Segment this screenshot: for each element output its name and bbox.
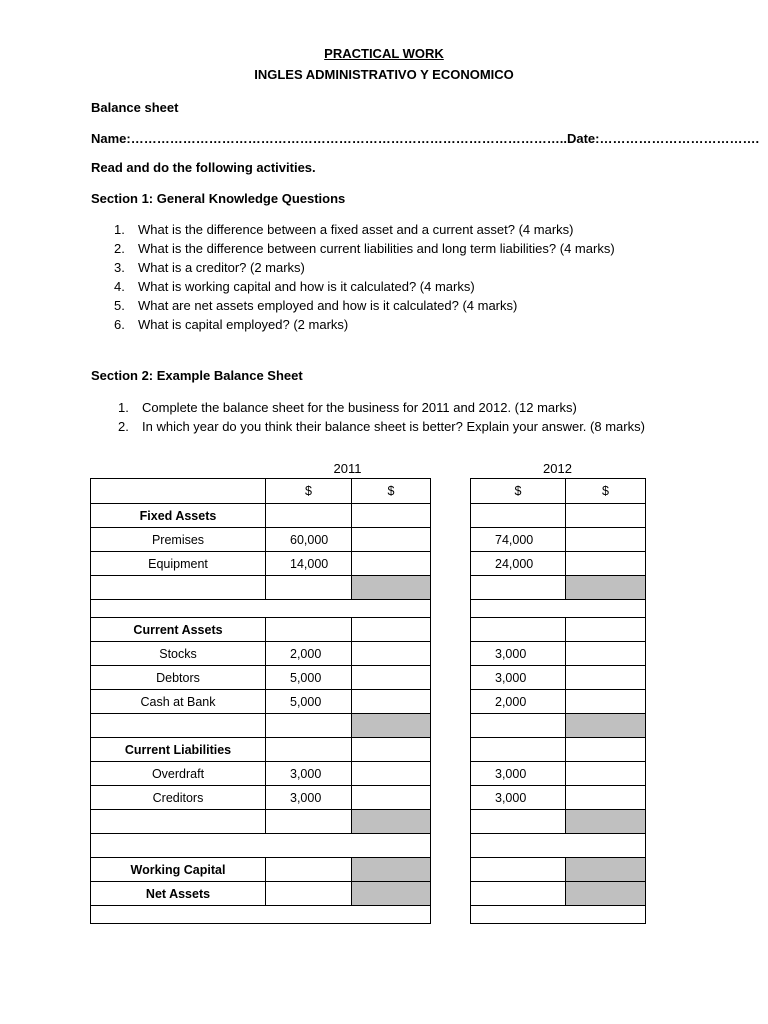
table-cell[interactable] [91,479,266,504]
answer-cell[interactable] [352,642,431,666]
section2-task-list [118,398,645,436]
answer-cell[interactable] [566,642,646,666]
question-text: What are net assets employed and how is it calculated? (4 marks) [138,298,518,313]
task-text: In which year do you think their balance sheet is better? Explain your answer. (8 marks) [142,419,645,434]
cash-at-bank-label: Cash at Bank [91,690,266,714]
table-row [91,642,431,666]
fixed-assets-total-cell[interactable] [566,576,646,600]
net-assets-total-cell[interactable] [352,882,431,906]
spacer-cell [91,834,431,858]
answer-cell[interactable] [566,504,646,528]
answer-cell[interactable] [266,618,352,642]
answer-cell[interactable] [566,618,646,642]
answer-cell[interactable] [471,738,566,762]
answer-cell[interactable] [352,762,431,786]
answer-cell[interactable] [352,504,431,528]
debtors-label: Debtors [91,666,266,690]
table-row [471,552,646,576]
currency-header: $ [266,479,352,504]
current-assets-label: Current Assets [91,618,266,642]
balance-sheet-2012-table [470,478,646,924]
creditors-label: Creditors [91,786,266,810]
fixed-assets-total-cell[interactable] [352,576,431,600]
working-capital-label: Working Capital [91,858,266,882]
table-row [471,786,646,810]
table-row [91,690,431,714]
question-number: 3. [114,260,125,275]
stocks-value-2012: 3,000 [471,642,566,666]
answer-cell[interactable] [352,528,431,552]
page-title: PRACTICAL WORK [324,46,444,61]
table-row [91,882,431,906]
current-assets-total-cell[interactable] [352,714,431,738]
table-row [91,666,431,690]
year-2012-heading: 2012 [543,461,572,476]
current-liabilities-total-cell[interactable] [566,810,646,834]
question-number: 5. [114,298,125,313]
name-date-line: Name:………………………………………………………………………………………..Date:………………………………. [91,131,760,146]
table-row [91,528,431,552]
answer-cell[interactable] [266,882,352,906]
question-number: 2. [114,241,125,256]
equipment-label: Equipment [91,552,266,576]
table-row [471,666,646,690]
answer-cell[interactable] [566,786,646,810]
table-row [471,690,646,714]
answer-cell[interactable] [471,882,566,906]
table-row [471,762,646,786]
spacer-row [471,600,646,618]
creditors-value-2012: 3,000 [471,786,566,810]
premises-label: Premises [91,528,266,552]
spacer-row [471,906,646,924]
spacer-row [91,906,431,924]
section1-question-list [114,220,615,334]
fixed-assets-label: Fixed Assets [91,504,266,528]
current-assets-total-cell[interactable] [566,714,646,738]
answer-cell[interactable] [266,714,352,738]
net-assets-total-cell[interactable] [566,882,646,906]
answer-cell[interactable] [352,618,431,642]
spacer-cell [471,834,646,858]
table-row [471,882,646,906]
answer-cell[interactable] [266,810,352,834]
list-item [118,417,645,436]
answer-cell[interactable] [352,666,431,690]
section1-heading: Section 1: General Knowledge Questions [91,191,346,206]
task-text: Complete the balance sheet for the business for 2011 and 2012. (12 marks) [142,400,577,415]
answer-cell[interactable] [471,858,566,882]
question-number: 1. [114,222,125,237]
question-text: What is capital employed? (2 marks) [138,317,349,332]
table-row [91,576,431,600]
table-row [91,810,431,834]
answer-cell[interactable] [352,738,431,762]
premises-value-2012: 74,000 [471,528,566,552]
balance-sheet-2011-table [90,478,431,924]
list-item [114,258,615,277]
question-text: What is the difference between a fixed asset and a current asset? (4 marks) [138,222,574,237]
answer-cell[interactable] [352,786,431,810]
debtors-value-2011: 5,000 [266,666,352,690]
table-row [91,858,431,882]
task-number: 2. [118,419,129,434]
table-row [91,786,431,810]
equipment-value-2012: 24,000 [471,552,566,576]
question-text: What is a creditor? (2 marks) [138,260,305,275]
answer-cell[interactable] [91,576,266,600]
working-capital-total-cell[interactable] [352,858,431,882]
overdraft-value-2012: 3,000 [471,762,566,786]
spacer-row [91,834,431,858]
cash-at-bank-value-2012: 2,000 [471,690,566,714]
creditors-value-2011: 3,000 [266,786,352,810]
currency-header: $ [471,479,566,504]
net-assets-label: Net Assets [91,882,266,906]
spacer-row [471,834,646,858]
table-row [471,810,646,834]
list-item [114,296,615,315]
year-2011-heading: 2011 [333,461,362,476]
question-text: What is working capital and how is it calculated? (4 marks) [138,279,475,294]
answer-cell[interactable] [566,666,646,690]
answer-cell[interactable] [471,504,566,528]
answer-cell[interactable] [266,738,352,762]
currency-header: $ [352,479,431,504]
course-title: INGLES ADMINISTRATIVO Y ECONOMICO [254,67,514,82]
table-row [91,479,431,504]
answer-cell[interactable] [471,810,566,834]
answer-cell[interactable] [91,714,266,738]
answer-cell[interactable] [566,738,646,762]
table-row [91,738,431,762]
table-row [471,642,646,666]
spacer-cell [91,600,431,618]
question-number: 4. [114,279,125,294]
premises-value-2011: 60,000 [266,528,352,552]
answer-cell[interactable] [352,552,431,576]
list-item [114,239,615,258]
currency-header: $ [566,479,646,504]
answer-cell[interactable] [266,858,352,882]
overdraft-label: Overdraft [91,762,266,786]
stocks-value-2011: 2,000 [266,642,352,666]
table-row [91,552,431,576]
equipment-value-2011: 14,000 [266,552,352,576]
table-row [91,714,431,738]
answer-cell[interactable] [471,576,566,600]
table-row [471,738,646,762]
table-row [471,858,646,882]
answer-cell[interactable] [471,618,566,642]
overdraft-value-2011: 3,000 [266,762,352,786]
table-row [471,714,646,738]
section2-heading: Section 2: Example Balance Sheet [91,368,303,383]
answer-cell[interactable] [91,810,266,834]
table-row [91,618,431,642]
working-capital-total-cell[interactable] [566,858,646,882]
question-number: 6. [114,317,125,332]
question-text: What is the difference between current liabilities and long term liabilities? (4 marks) [138,241,615,256]
list-item [114,220,615,239]
instructions-text: Read and do the following activities. [91,160,316,175]
table-row [471,528,646,552]
table-row [471,618,646,642]
answer-cell[interactable] [266,576,352,600]
current-liabilities-label: Current Liabilities [91,738,266,762]
stocks-label: Stocks [91,642,266,666]
spacer-row [91,600,431,618]
answer-cell[interactable] [266,504,352,528]
spacer-cell [471,906,646,924]
spacer-cell [471,600,646,618]
current-liabilities-total-cell[interactable] [352,810,431,834]
table-row [471,576,646,600]
table-row [471,504,646,528]
topic-heading: Balance sheet [91,100,179,115]
answer-cell[interactable] [566,762,646,786]
table-row [91,762,431,786]
table-row [91,504,431,528]
cash-at-bank-value-2011: 5,000 [266,690,352,714]
answer-cell[interactable] [352,690,431,714]
list-item [114,277,615,296]
answer-cell[interactable] [471,714,566,738]
list-item [114,315,615,334]
table-row [471,479,646,504]
answer-cell[interactable] [566,690,646,714]
debtors-value-2012: 3,000 [471,666,566,690]
spacer-cell [91,906,431,924]
list-item [118,398,645,417]
answer-cell[interactable] [566,552,646,576]
answer-cell[interactable] [566,528,646,552]
task-number: 1. [118,400,129,415]
